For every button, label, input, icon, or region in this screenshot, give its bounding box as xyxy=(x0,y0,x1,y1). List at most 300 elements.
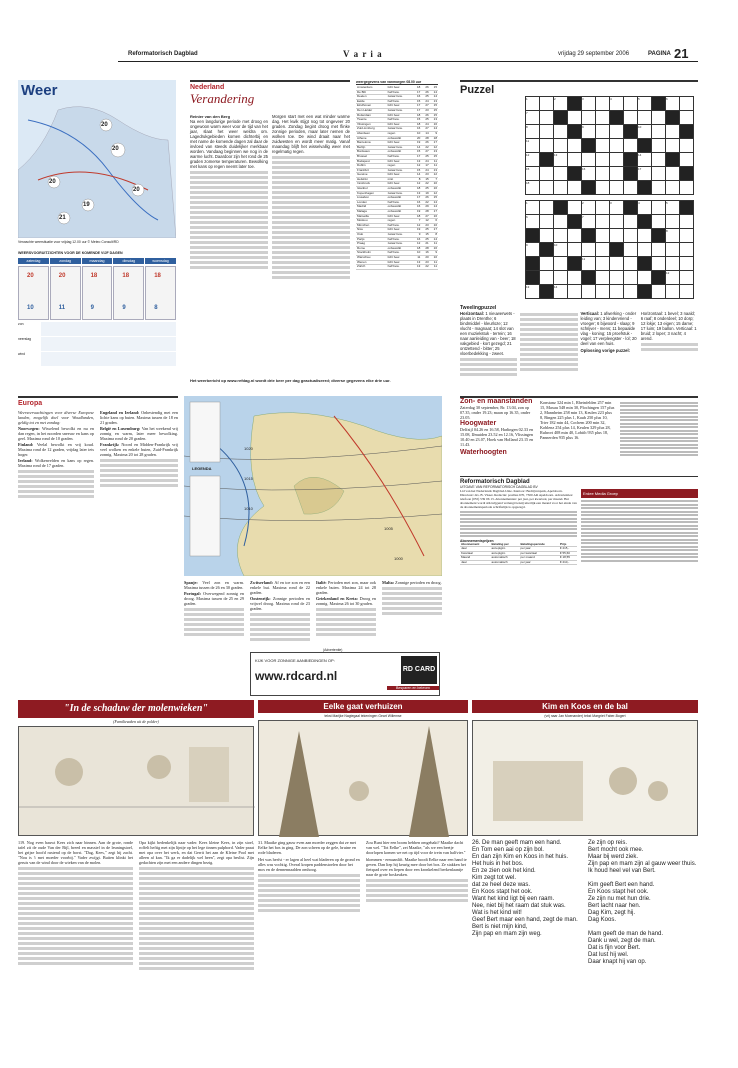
crossword-cell[interactable]: 2 xyxy=(582,201,596,215)
crossword-cell[interactable] xyxy=(540,243,554,257)
weather-table-cell: 8 xyxy=(413,177,421,182)
crossword-cell[interactable] xyxy=(554,181,568,195)
crossword-cell[interactable]: 15 xyxy=(526,167,540,181)
rates-cell: per maand xyxy=(519,556,558,561)
weather-table-cell: 25 xyxy=(421,118,429,123)
weather-table-cell: onbewolkt xyxy=(387,205,413,210)
crossword-cell[interactable] xyxy=(680,229,694,243)
europa-col5 xyxy=(316,580,376,638)
crossword-cell[interactable] xyxy=(666,285,680,299)
weather-table-cell: Zürich xyxy=(356,265,387,270)
crossword-cell[interactable] xyxy=(652,243,666,257)
crossword-cell[interactable] xyxy=(624,125,638,139)
isobar-2: 1015 xyxy=(244,476,253,481)
crossword-cell[interactable] xyxy=(680,285,694,299)
crossword-cell[interactable] xyxy=(540,215,554,229)
crossword-cell[interactable] xyxy=(540,229,554,243)
weather-table-cell: 12 xyxy=(413,182,421,187)
europa-intro: Weersverwachtingen voor diverse Europese landen, mogelijk doel voor Woudlanden, geldig tot en met zondag: xyxy=(18,410,94,425)
weather-table-cell: 13 xyxy=(430,99,438,104)
crossword-cell[interactable] xyxy=(568,181,582,195)
crossword-cell[interactable] xyxy=(624,153,638,167)
crossword-cell[interactable] xyxy=(610,139,624,153)
crossword-cell[interactable]: 10 xyxy=(638,125,652,139)
crossword-cell[interactable] xyxy=(596,271,610,285)
weather-table-cell: Praag xyxy=(356,242,387,247)
crossword-cell[interactable] xyxy=(652,285,666,299)
weather-table-cell: 16 xyxy=(413,237,421,242)
crossword-cell[interactable] xyxy=(680,257,694,271)
crossword-cell[interactable]: 5 xyxy=(638,97,652,111)
crossword-cell[interactable] xyxy=(568,229,582,243)
crossword-cell[interactable] xyxy=(638,243,652,257)
crossword-cell[interactable] xyxy=(568,153,582,167)
forecast-row-zon: zon xyxy=(18,322,24,326)
crossword-cell[interactable]: 14 xyxy=(554,285,568,299)
crossword-cell[interactable] xyxy=(554,271,568,285)
crossword-cell[interactable] xyxy=(526,271,540,285)
sun-col3 xyxy=(620,400,698,458)
crossword-cell[interactable]: 16 xyxy=(582,167,596,181)
crossword-cell[interactable] xyxy=(638,271,652,285)
kim-banner xyxy=(472,700,698,713)
crossword-cell[interactable] xyxy=(596,97,610,111)
rates-cell: automatisch xyxy=(490,556,519,561)
weather-table-cell: Kopenhagen xyxy=(356,191,387,196)
weather-table-cell: Eelde xyxy=(356,99,387,104)
crossword-cell[interactable] xyxy=(610,181,624,195)
crossword-cell[interactable] xyxy=(568,139,582,153)
europa-entry-text: Onbestendig met een lichte kans op buien. Maxima tussen de 18 en 21 graden. xyxy=(100,410,178,425)
weather-table-cell: Budapest xyxy=(356,159,387,164)
weather-table-cell: 9 xyxy=(430,251,438,256)
crossword-cell[interactable] xyxy=(554,257,568,271)
crossword-cell[interactable] xyxy=(540,201,554,215)
weather-table-cell: 13 xyxy=(413,191,421,196)
crossword-cell[interactable] xyxy=(610,271,624,285)
weather-table-cell: 14 xyxy=(430,90,438,95)
crossword-cell[interactable]: 3 xyxy=(582,97,596,111)
forecast-min-4: 9 xyxy=(122,305,126,311)
molenwieken-comic xyxy=(18,726,254,836)
crossword-cell[interactable]: 9 xyxy=(526,243,540,257)
map-legend: LEGENDA xyxy=(192,466,212,471)
weather-table-cell: 11 xyxy=(413,255,421,260)
crossword-cell[interactable] xyxy=(568,271,582,285)
crossword-cell[interactable] xyxy=(568,215,582,229)
crossword-cell[interactable] xyxy=(624,257,638,271)
crossword-cell[interactable] xyxy=(638,257,652,271)
crossword-cell[interactable] xyxy=(582,229,596,243)
kim-title: Kim en Koos en de bal xyxy=(542,702,628,711)
crossword-cell[interactable] xyxy=(568,257,582,271)
europa-entry-text: Zonnige perioden en droog. xyxy=(395,580,442,585)
isobar-3: 1010 xyxy=(244,506,253,511)
crossword-cell[interactable]: 9 xyxy=(582,125,596,139)
crossword-cell[interactable] xyxy=(596,285,610,299)
weather-table-cell: 16 xyxy=(413,205,421,210)
weather-table-cell: 14 xyxy=(413,145,421,150)
map-temp-1: 20 xyxy=(112,146,119,152)
weather-table-cell: 15 xyxy=(430,104,438,109)
crossword-cell[interactable]: 12 xyxy=(666,271,680,285)
crossword-cell[interactable] xyxy=(624,111,638,125)
weather-table-cell: Athene xyxy=(356,136,387,141)
crossword-cell[interactable] xyxy=(610,215,624,229)
crossword-cell[interactable] xyxy=(554,201,568,215)
page-header xyxy=(118,48,698,62)
crossword-cell[interactable] xyxy=(540,257,554,271)
crossword-cell[interactable] xyxy=(568,167,582,181)
forecast-row-wind: wind xyxy=(18,352,25,356)
crossword-cell[interactable]: 11 xyxy=(526,139,540,153)
crossword-cell[interactable] xyxy=(638,229,652,243)
forecast-row-neerslag: neerslag xyxy=(18,337,32,341)
crossword-cell[interactable]: 1 xyxy=(526,97,540,111)
weather-table-cell: 15 xyxy=(413,168,421,173)
crossword-cell[interactable] xyxy=(596,201,610,215)
weather-table-cell: 8 xyxy=(430,233,438,238)
forecast-min-5: 8 xyxy=(154,305,158,311)
colofon-sub: UITGAVE VAN REFORMATORISCH DAGBLAD BV xyxy=(460,485,538,489)
europa-entry-country: Finland: xyxy=(18,442,37,447)
weather-table-cell: Brussel xyxy=(356,154,387,159)
crossword-cell[interactable]: 13 xyxy=(554,153,568,167)
crossword-cell[interactable] xyxy=(596,181,610,195)
weather-table-cell: 15 xyxy=(430,86,438,90)
crossword-cell[interactable] xyxy=(652,181,666,195)
weather-table-cell: half bew. xyxy=(387,237,413,242)
rates-cell: Jaar xyxy=(460,560,490,565)
crossword-cell[interactable] xyxy=(652,139,666,153)
crossword-cell[interactable] xyxy=(624,139,638,153)
europa-entry xyxy=(100,426,178,441)
nederland-kicker: Nederland xyxy=(190,84,225,91)
europa-entry-country: Ierland: xyxy=(18,458,35,463)
crossword-cell[interactable] xyxy=(540,181,554,195)
crossword-cell[interactable] xyxy=(652,167,666,181)
crossword-cell[interactable] xyxy=(638,215,652,229)
crossword-cell[interactable]: 6 xyxy=(666,97,680,111)
crossword-cell[interactable] xyxy=(652,215,666,229)
weather-table-cell: Wenen xyxy=(356,260,387,265)
crossword-cell[interactable] xyxy=(652,201,666,215)
crossword-cell[interactable] xyxy=(638,181,652,195)
crossword-cell[interactable] xyxy=(540,271,554,285)
crossword-cell[interactable] xyxy=(596,139,610,153)
clues-h-heading: Horizontaal: xyxy=(460,311,485,316)
rates-cell: acceptgiro xyxy=(490,547,519,552)
weather-table-cell: München xyxy=(356,223,387,228)
forecast-min-3: 9 xyxy=(90,305,94,311)
weather-table-row xyxy=(356,265,438,270)
crossword-cell[interactable] xyxy=(680,201,694,215)
crossword-cell[interactable] xyxy=(680,271,694,285)
crossword-cell[interactable] xyxy=(680,97,694,111)
crossword-cell[interactable] xyxy=(652,111,666,125)
crossword-cell[interactable] xyxy=(666,215,680,229)
crossword-cell[interactable] xyxy=(652,271,666,285)
weather-table-cell: 22 xyxy=(421,200,429,205)
crossword-cell[interactable] xyxy=(582,285,596,299)
weather-table-cell: 26 xyxy=(421,86,429,90)
crossword-cell[interactable]: 7 xyxy=(582,215,596,229)
crossword-cell[interactable]: 4 xyxy=(638,201,652,215)
crossword-cell[interactable] xyxy=(582,243,596,257)
europa-kicker: Europa xyxy=(18,400,43,407)
crossword-cell[interactable] xyxy=(610,167,624,181)
crossword-cell[interactable]: 1 xyxy=(526,201,540,215)
crossword-cell[interactable] xyxy=(624,201,638,215)
weather-table-cell: 27 xyxy=(421,150,429,155)
rates-cell: € 18,55 xyxy=(559,556,577,561)
crossword-cell[interactable] xyxy=(624,181,638,195)
crossword-cell[interactable] xyxy=(680,215,694,229)
crossword-cell[interactable] xyxy=(666,257,680,271)
verhuizen-banner xyxy=(258,700,468,713)
crossword-cell[interactable] xyxy=(582,271,596,285)
crossword-cell[interactable] xyxy=(540,167,554,181)
weather-table-cell: 14 xyxy=(430,200,438,205)
weather-table-cell: 19 xyxy=(413,210,421,215)
weather-table-cell: 22 xyxy=(421,182,429,187)
crossword-cell[interactable] xyxy=(582,111,596,125)
crossword-cell[interactable]: 2 xyxy=(554,97,568,111)
weather-table-cell: Barcelona xyxy=(356,141,387,146)
rdcard-ad[interactable] xyxy=(250,648,440,696)
crossword-cell[interactable] xyxy=(610,153,624,167)
crossword-cell[interactable] xyxy=(540,97,554,111)
crossword-cell[interactable] xyxy=(610,111,624,125)
rates-cell: Jaar xyxy=(460,547,490,552)
nederland-text-1: Na een langdurige periode met droog en ongewoon warm weer voor de tijd van het jaar, slaat het weer weldra om. Lagedrukgebieden komen dichterbij en met name de komende dagen zal daar de invloed van steeds duidelijker merkbaar worden. Vandaag beginnen we nog in de warme lucht. Daardoor zijn het rond de 25 graden zomerse temperaturen. Bewolking met kans op regen neemt later toe. xyxy=(190,119,268,169)
crossword-cell[interactable]: 12 xyxy=(526,153,540,167)
crossword-cell[interactable] xyxy=(680,167,694,181)
crossword-cell[interactable] xyxy=(666,153,680,167)
crossword-cell[interactable] xyxy=(680,125,694,139)
crossword-cell[interactable]: 3 xyxy=(610,201,624,215)
europa-entry xyxy=(184,591,244,606)
crossword-cell[interactable] xyxy=(582,153,596,167)
crossword-cell[interactable] xyxy=(610,243,624,257)
crossword-cell[interactable] xyxy=(652,125,666,139)
crossword-cell[interactable] xyxy=(624,97,638,111)
weather-table-cell: onbewolkt xyxy=(387,150,413,155)
forecast-day-1: zaterdag xyxy=(18,258,49,264)
crossword-cell[interactable] xyxy=(540,139,554,153)
crossword-cell[interactable] xyxy=(666,181,680,195)
forecast-bar-3 xyxy=(82,266,113,320)
weather-table-cell: Londen xyxy=(356,200,387,205)
crossword-cell[interactable] xyxy=(568,97,582,111)
crossword-cell[interactable] xyxy=(554,215,568,229)
weather-table-cell: 13 xyxy=(413,265,421,270)
weather-table-cell: licht bew. xyxy=(387,182,413,187)
europa-col2 xyxy=(100,410,178,489)
crossword-cell[interactable] xyxy=(680,181,694,195)
nederland-footer: Het weerbericht op www.refdag.nl wordt drie keer per dag geactualiseerd; diverse gegevens elke drie uur. xyxy=(190,378,391,383)
crossword-cell[interactable]: 14 xyxy=(638,153,652,167)
crossword-cell[interactable] xyxy=(680,111,694,125)
header-page-number: 21 xyxy=(674,46,689,61)
verhuizen-text-2: Het was herfst - er lagen al heel wat bladeren op de grond en alles was vochtig. Overal kropen paddenstoelen door het mos en de dennennaalden omhoog. xyxy=(258,857,360,872)
rates-cell: € 55,60 xyxy=(559,551,577,556)
crossword-cell[interactable] xyxy=(610,257,624,271)
weather-map-note: Verwachte weersituatie voor vrijdag 12.00 uur © Meteo Consult/RD xyxy=(18,240,119,244)
weather-table-cell: 13 xyxy=(430,168,438,173)
weather-table-cell: Istanbul xyxy=(356,187,387,192)
kim-poem-2: Ze zijn op reis. Bert mocht ook mee. Maar bij werd ziek. Zijn pap en mam zijn al gauw weer thuis. Ik houd heel vel van Bert. Kim geeft Bert een hand. En Koos stapt het ook. Ze zijn nu met hun drie. Bert lacht naar hen. Dag Kim, zegt hij. Dag Koos. Mam geeft de man de hand. Dank u wel, zegt de man. Dat is fijn voor Bert. Dat lust hij wel. Daar knapt hij van op. xyxy=(588,840,697,965)
crossword-cell[interactable] xyxy=(610,285,624,299)
crossword-cell[interactable] xyxy=(568,125,582,139)
forecast-max-1: 20 xyxy=(27,273,34,279)
weather-table-cell: 18 xyxy=(413,113,421,118)
crossword-cell[interactable] xyxy=(526,257,540,271)
crossword-cell[interactable] xyxy=(680,153,694,167)
europa-entry-country: Zwitserland: xyxy=(250,580,275,585)
forecast-row-neerslag-cells xyxy=(41,337,176,351)
weather-table-cell: 22 xyxy=(421,145,429,150)
crossword-cell[interactable] xyxy=(596,229,610,243)
europa-col1 xyxy=(18,410,94,500)
weather-table-cell: 15 xyxy=(421,233,429,238)
crossword-cell[interactable] xyxy=(582,139,596,153)
weather-table-cell: Eindhoven xyxy=(356,104,387,109)
crossword-cell[interactable] xyxy=(554,229,568,243)
crossword-cell[interactable] xyxy=(596,215,610,229)
crossword-cell[interactable] xyxy=(666,243,680,257)
verhuizen-text-4: blommen - ermaanlift. Maaike boodt Eelke naar een hand te geven. Dan liep hij keurig mee door het bos. Ze stakken het fietspad over en liepen door een kronkelend berkenlaantje naar de grote boskeuken. xyxy=(366,857,467,877)
europa-entry-text: Droog en zonnig. Maxima 26 tot 30 graden. xyxy=(316,596,376,606)
crossword-cell[interactable] xyxy=(568,285,582,299)
forecast-min-1: 10 xyxy=(27,305,34,311)
crossword-cell[interactable] xyxy=(666,139,680,153)
weather-map xyxy=(18,80,176,238)
nederland-section xyxy=(190,80,350,107)
crossword-cell[interactable] xyxy=(554,111,568,125)
weather-table-cell: Amsterdam xyxy=(356,86,387,90)
crossword-cell[interactable] xyxy=(554,167,568,181)
weather-table-cell: zwaar bew. xyxy=(387,168,413,173)
crossword-cell[interactable] xyxy=(652,153,666,167)
crossword-cell[interactable] xyxy=(666,167,680,181)
weather-table-cell: 18 xyxy=(413,214,421,219)
crossword-cell[interactable] xyxy=(596,153,610,167)
crossword-cell[interactable] xyxy=(540,285,554,299)
crossword-cell[interactable] xyxy=(624,271,638,285)
crossword-cell[interactable] xyxy=(624,243,638,257)
crossword-cell[interactable]: 17 xyxy=(638,167,652,181)
molenwieken-title: "In de schaduw der molenwieken" xyxy=(64,703,208,714)
crossword-cell[interactable] xyxy=(624,167,638,181)
crossword-cell[interactable]: 10 xyxy=(554,243,568,257)
weather-table-cell: 9 xyxy=(413,233,421,238)
crossword-cell[interactable] xyxy=(596,111,610,125)
weather-table-cell: 24 xyxy=(421,122,429,127)
weather-table-cell: 7 xyxy=(413,219,421,224)
crossword-cell[interactable] xyxy=(666,111,680,125)
europa-entry-text: Af en toe zon en een enkele bui. Maxima rond de 22 graden. xyxy=(250,580,311,595)
ad-label: (Advertentie) xyxy=(323,648,343,652)
kim-poem-1: 26. De man geeft mam een hand. En Tom een aai op zijn bol. En dan zijn Kim en Koos in het huis. Het huis in het bos. En ze zien ook het kind. Kim zegt tot wel. dat ze heel deze was. En Koos stapt het ook. Want het kind ligt bij een raam. Nee, niet bij het raam dat stuk was. Wat is het kind wit! Geef Bert maar een hand, zegt de man. Bert is niet mijn kind, Zijn pap en mam zijn weg. xyxy=(472,840,578,937)
rates-cell: Betalingsperiode xyxy=(519,543,558,547)
weather-table-cell: Stockholm xyxy=(356,251,387,256)
weather-table-cell: 18 xyxy=(413,187,421,192)
europa-entry xyxy=(100,442,178,457)
weather-table-cell: 16 xyxy=(430,187,438,192)
weather-table-cell: Berlijn xyxy=(356,145,387,150)
crossword-cell[interactable] xyxy=(624,229,638,243)
weather-table-cell: 10 xyxy=(413,131,421,136)
crossword-cell[interactable]: 7 xyxy=(526,111,540,125)
crossword-cell[interactable] xyxy=(624,285,638,299)
crossword-cell[interactable] xyxy=(596,125,610,139)
crossword-cell[interactable] xyxy=(610,125,624,139)
crossword-cell[interactable]: 8 xyxy=(666,229,680,243)
crossword-cell[interactable] xyxy=(554,139,568,153)
crossword-cell[interactable] xyxy=(582,181,596,195)
forecast-max-4: 18 xyxy=(122,273,130,279)
crossword-cell[interactable] xyxy=(526,229,540,243)
crossword-cell[interactable] xyxy=(680,243,694,257)
weather-table-cell: 18 xyxy=(413,122,421,127)
crossword-cell[interactable] xyxy=(554,125,568,139)
crossword-cell[interactable]: 6 xyxy=(526,215,540,229)
crossword-cell[interactable] xyxy=(568,111,582,125)
crossword-cell[interactable] xyxy=(540,153,554,167)
weather-table-cell: 27 xyxy=(421,127,429,132)
weather-table-cell: licht bew. xyxy=(387,113,413,118)
crossword-cell[interactable] xyxy=(666,125,680,139)
crossword-cell[interactable] xyxy=(596,257,610,271)
crossword-cell[interactable] xyxy=(680,139,694,153)
crossword-cell[interactable] xyxy=(638,285,652,299)
weather-title: Weer xyxy=(21,82,58,99)
clues-h-text: 1 nieuwerwets - plaats in Drenthe; 6 bindmiddel - kleurloze; 12 vlucht - magnaat; 14 slot van een muziekstuk - terrein; 16 naar aanleiding van - beer; 18 vakgebied - kort gezegd; 21 ontzettend - bitter; 25 vloerbedekking - zweet. xyxy=(460,311,516,356)
crossword-cell[interactable] xyxy=(568,201,582,215)
crossword-cell[interactable] xyxy=(568,243,582,257)
crossword-cell[interactable] xyxy=(540,125,554,139)
crossword-cell[interactable]: 8 xyxy=(526,125,540,139)
crossword-cell[interactable]: 11 xyxy=(582,257,596,271)
weather-table-cell: zwaar bew. xyxy=(387,191,413,196)
weather-table-cell: zwaar bew. xyxy=(387,242,413,247)
weather-table-cell: 18 xyxy=(430,136,438,141)
crossword-cell[interactable] xyxy=(596,243,610,257)
crossword-cell[interactable]: 5 xyxy=(666,201,680,215)
crossword-cell[interactable] xyxy=(652,229,666,243)
crossword-cell[interactable]: 18 xyxy=(526,181,540,195)
crossword-cell[interactable]: 13 xyxy=(526,285,540,299)
crossword-cell[interactable] xyxy=(638,111,652,125)
crossword-cell[interactable] xyxy=(624,215,638,229)
crossword-cell[interactable] xyxy=(652,97,666,111)
weather-table-cell: 25 xyxy=(421,95,429,100)
forecast-bar-4 xyxy=(113,266,144,320)
puzzle-top-title: Tweelingpuzzel xyxy=(460,305,497,311)
crossword-cell[interactable] xyxy=(652,257,666,271)
crossword-cell[interactable] xyxy=(596,167,610,181)
weather-table-cell: 26 xyxy=(421,90,429,95)
crossword-cell[interactable]: 4 xyxy=(610,97,624,111)
crossword-cell[interactable] xyxy=(638,139,652,153)
crossword-cell[interactable] xyxy=(540,111,554,125)
europa-entry-country: Noorwegen: xyxy=(18,426,42,431)
ad-url[interactable]: www.rdcard.nl xyxy=(255,669,338,683)
weather-table-cell: 10 xyxy=(430,223,438,228)
weather-table-cell: 11 xyxy=(430,265,438,270)
crossword-cell[interactable] xyxy=(610,229,624,243)
